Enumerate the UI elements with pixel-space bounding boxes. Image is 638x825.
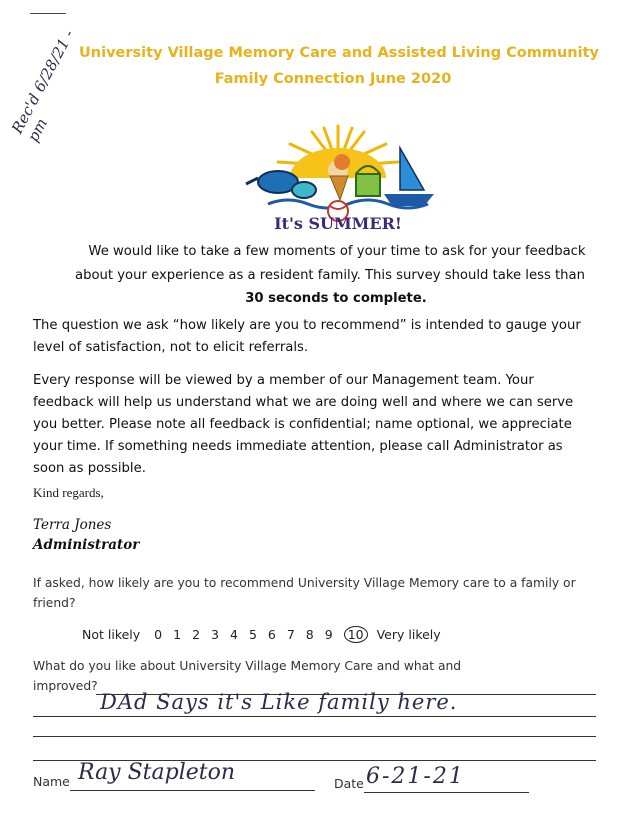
- scale-option-10[interactable]: 10: [344, 626, 368, 643]
- name-line: [70, 790, 315, 791]
- scale-option-2[interactable]: 2: [192, 627, 201, 642]
- received-annotation: Rec'd 6/28/21 - pm: [8, 26, 78, 145]
- name-label: Name: [33, 774, 70, 789]
- scale-option-0[interactable]: 0: [154, 627, 163, 642]
- scale-option-5[interactable]: 5: [248, 627, 257, 642]
- scale-option-1[interactable]: 1: [173, 627, 182, 642]
- scale-high-label: Very likely: [376, 627, 441, 642]
- paragraph2-line-4: your time. If something needs immediate attention, please call Administrator as: [33, 439, 563, 454]
- answer-line-2: [33, 716, 596, 717]
- name-signature[interactable]: Ray Stapleton: [78, 760, 236, 785]
- signatory-name: Terra Jones: [33, 517, 112, 533]
- intro-line-3: 30 seconds to complete.: [245, 291, 427, 306]
- scale-option-3[interactable]: 3: [211, 627, 219, 642]
- date-value[interactable]: 6-21-21: [366, 764, 465, 789]
- intro-line-1: We would like to take a few moments of your time to ask for your feedback: [88, 244, 586, 259]
- scale-option-6[interactable]: 6: [267, 627, 276, 642]
- scale-option-9[interactable]: 9: [324, 627, 333, 642]
- sailboat-icon: [384, 148, 434, 206]
- header-title: University Village Memory Care and Assisted Living Community: [79, 45, 599, 61]
- scribble-mark: [30, 13, 66, 14]
- paragraph1-line-1: The question we ask “how likely are you to recommend” is intended to gauge your: [33, 318, 581, 333]
- response-text[interactable]: DAd Says it's Like family here.: [100, 690, 458, 714]
- paragraph2-line-1: Every response will be viewed by a member of our Management team. Your: [33, 373, 534, 388]
- scale-low-label: Not likely: [82, 627, 141, 642]
- rating-scale: [82, 626, 452, 643]
- date-line: [364, 792, 529, 793]
- paragraph2-line-2: feedback will help us understand what we are doing well and where we can serve: [33, 395, 574, 410]
- signatory-title: Administrator: [33, 537, 140, 553]
- question1-line-1: If asked, how likely are you to recommend University Village Memory care to a family or: [33, 576, 576, 590]
- summer-clipart: [238, 118, 438, 233]
- question2-line-1: What do you like about University Village Memory Care and what and: [33, 659, 462, 673]
- question2-line-2: improved?: [33, 679, 98, 693]
- closing-text: Kind regards,: [33, 485, 104, 500]
- intro-line-2: about your experience as a resident family. This survey should take less than: [75, 268, 585, 283]
- paragraph1-line-2: level of satisfaction, not to elicit referrals.: [33, 340, 309, 355]
- date-label: Date: [334, 776, 364, 791]
- scale-option-7[interactable]: 7: [286, 627, 295, 642]
- scale-option-4[interactable]: 4: [229, 627, 238, 642]
- summer-banner-text: It's SUMMER!: [274, 214, 402, 233]
- scale-options: [154, 626, 378, 643]
- answer-line-3: [33, 736, 596, 737]
- header-subtitle: Family Connection June 2020: [214, 71, 452, 87]
- question1-line-2: friend?: [33, 596, 76, 610]
- scale-option-8[interactable]: 8: [305, 627, 314, 642]
- paragraph2-line-3: you better. Please note all feedback is confidential; name optional, we appreciate: [33, 417, 572, 432]
- paragraph2-line-5: soon as possible.: [33, 461, 146, 476]
